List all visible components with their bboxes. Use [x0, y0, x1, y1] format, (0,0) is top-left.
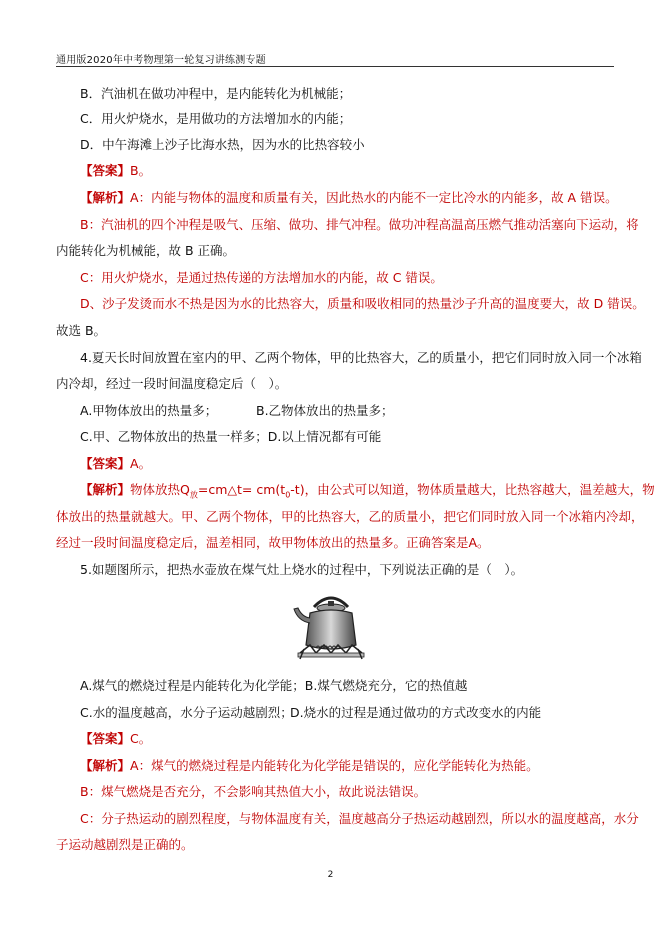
question-5-option-c: C.水的温度越高，水分子运动越剧烈；	[80, 705, 293, 720]
explanation-3-a	[80, 758, 539, 774]
explanation-3-b: B：煤气燃烧是否充分，不会影响其热值大小，故此说法错误。	[80, 784, 427, 799]
formula-text: =cm	[197, 482, 228, 497]
option-b: B．汽油机在做功冲程中，是内能转化为机械能；	[80, 86, 352, 101]
question-4-line-2: 内冷却，经过一段时间温度稳定后（ ）。	[56, 376, 288, 391]
page-header: 通用版2020年中考物理第一轮复习讲练测专题	[56, 55, 266, 66]
option-d: D．中午海滩上沙子比海水热，因为水的比热容较小	[80, 137, 365, 152]
question-4-option-b: B.乙物体放出的热量多；	[256, 403, 394, 418]
explanation-b-1: B：汽油机的四个冲程是吸气、压缩、做功、排气冲程。做功冲程高温高压燃气推动活塞向下运动，将	[80, 217, 639, 232]
explanation-tag: 【解析】	[80, 758, 131, 773]
question-4-options-cd: C.甲、乙物体放出的热量一样多；D.以上情况都有可能	[80, 429, 382, 444]
explanation-2-line-3: 经过一段时间温度稳定后，温差相同，故甲物体放出的热量多。正确答案是A。	[56, 535, 490, 550]
answer-line-3	[80, 731, 151, 747]
formula-text: △t= cm(t	[227, 482, 286, 497]
question-5-option-d: D.烧水的过程是通过做功的方式改变水的内能	[290, 705, 542, 720]
kettle-on-stove-icon	[292, 587, 370, 665]
formula-text: -t)，由公式可以知道，物体质量越大，比热容越大，温差越大，物	[290, 482, 655, 497]
answer-value: C。	[130, 731, 152, 746]
header-divider	[56, 66, 614, 67]
question-5-options-ab: A.煤气的燃烧过程是内能转化为化学能；B.煤气燃烧充分，它的热值越	[80, 678, 468, 693]
answer-line-1	[80, 163, 151, 179]
explanation-tag: 【解析】	[80, 190, 131, 205]
explanation-c: C：用火炉烧水，是通过热传递的方法增加水的内能，故 C 错误。	[80, 270, 443, 285]
explanation-d: D、沙子发烫而水不热是因为水的比热容大，质量和吸收相同的热量沙子升高的温度要大，故 D 错误。	[80, 296, 645, 311]
page-number: 2	[327, 870, 334, 880]
answer-tag: 【答案】	[80, 163, 131, 178]
formula-subscript: 0	[285, 490, 291, 500]
answer-tag: 【答案】	[80, 731, 131, 746]
explanation-conclusion: 故选 B。	[56, 323, 107, 338]
explanation-2-line-1	[80, 482, 655, 504]
formula-subscript: 放	[189, 490, 198, 500]
explanation-a	[80, 190, 618, 206]
explanation-text: A：内能与物体的温度和质量有关，因此热水的内能不一定比冷水的内能多，故 A 错误。	[130, 190, 618, 205]
answer-tag: 【答案】	[80, 456, 131, 471]
answer-value: B。	[130, 163, 152, 178]
explanation-3-c-1: C：分子热运动的剧烈程度，与物体温度有关，温度越高分子热运动越剧烈，所以水的温度越高，水分	[80, 811, 639, 826]
question-4-line-1: 4.夏天长时间放置在室内的甲、乙两个物体，甲的比热容大，乙的质量小，把它们同时放入同一个冰箱	[80, 350, 642, 365]
explanation-2-line-2: 体放出的热量就越大。甲、乙两个物体，甲的比热容大，乙的质量小，把它们同时放入同一个冰箱内冷却，	[56, 509, 644, 524]
explanation-3-c-2: 子运动越剧烈是正确的。	[56, 837, 194, 852]
explanation-tag: 【解析】	[80, 482, 131, 497]
formula-text: 物体放热Q	[130, 482, 190, 497]
question-4-option-a: A.甲物体放出的热量多；	[80, 403, 218, 418]
answer-line-2	[80, 456, 151, 472]
answer-value: A。	[130, 456, 152, 471]
explanation-text: A：煤气的燃烧过程是内能转化为化学能是错误的，应化学能转化为热能。	[130, 758, 539, 773]
option-c: C．用火炉烧水，是用做功的方法增加水的内能；	[80, 111, 352, 126]
question-5: 5.如题图所示，把热水壶放在煤气灶上烧水的过程中，下列说法正确的是（ ）。	[80, 562, 524, 577]
explanation-b-2: 内能转化为机械能，故 B 正确。	[56, 243, 236, 258]
